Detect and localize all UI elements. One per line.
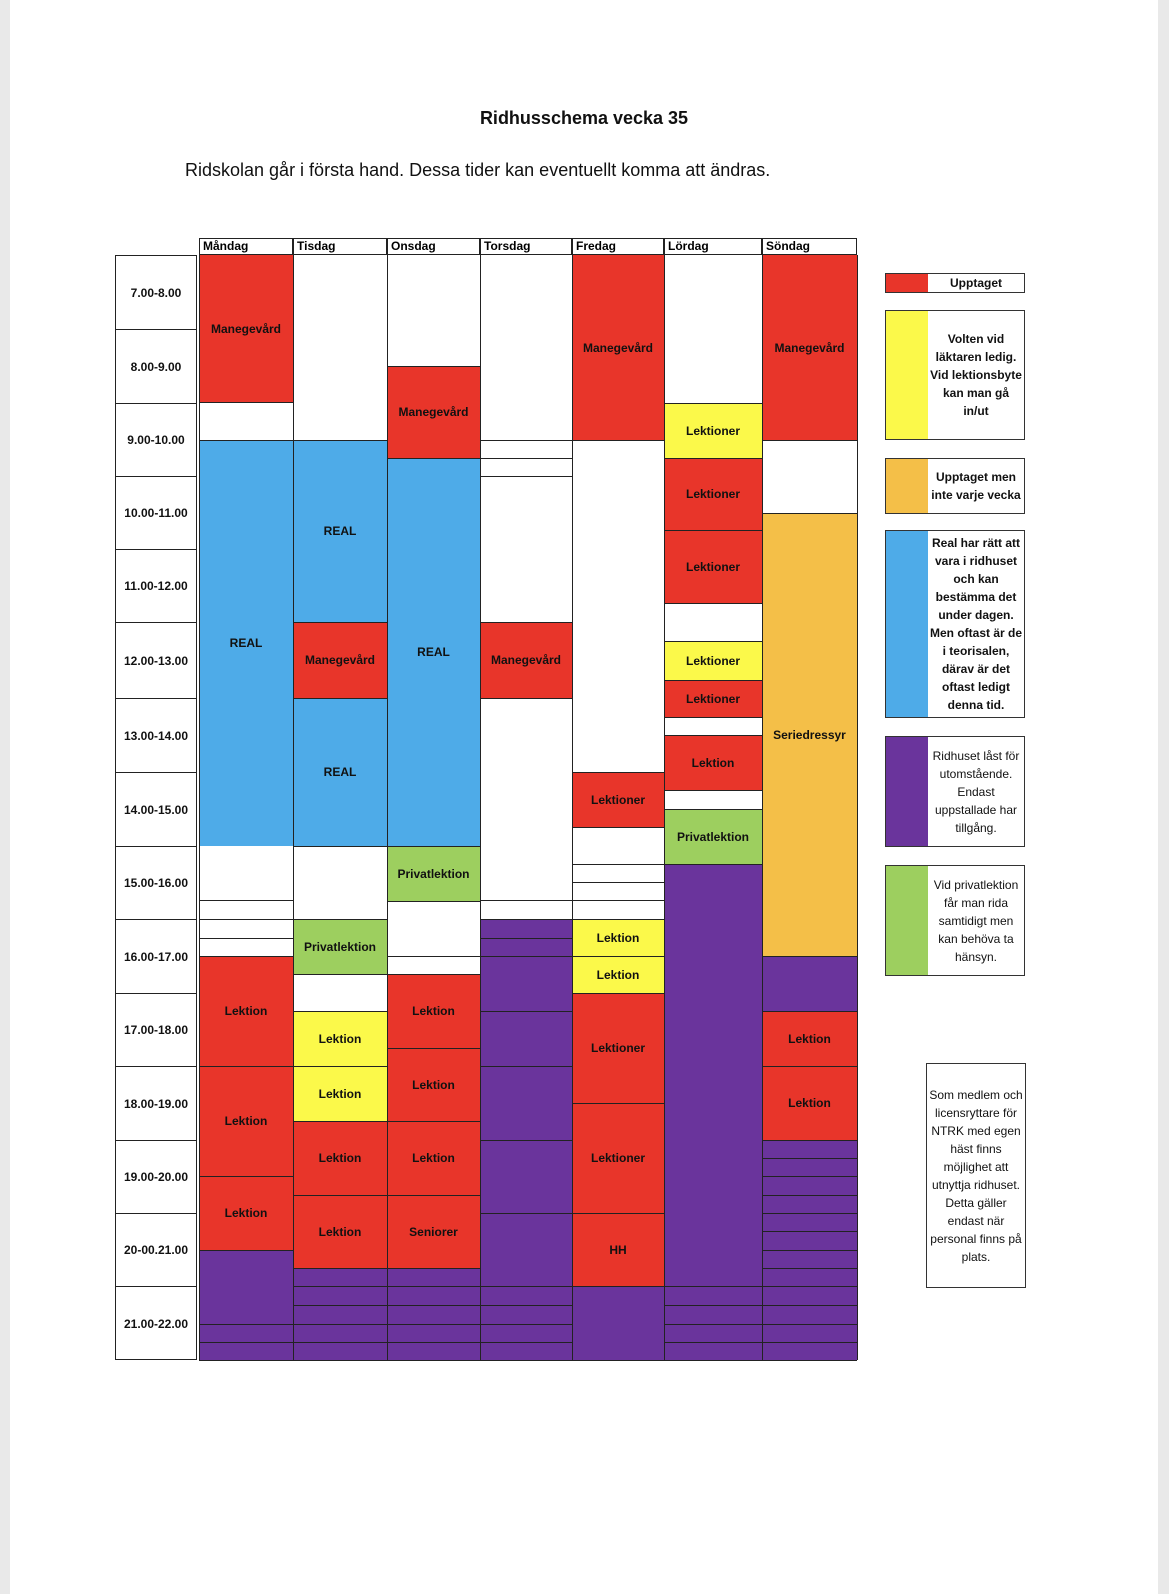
block-privatlektion: Privatlektion: [387, 846, 480, 901]
document-page: [10, 0, 1158, 1594]
block-lektioner: Lektioner: [664, 530, 762, 603]
grid-row-line: [480, 1011, 572, 1012]
block-manegevard: Manegevård: [199, 255, 293, 402]
grid-row-line: [762, 956, 857, 957]
grid-row-line: [480, 476, 572, 477]
time-label: 14.00-15.00: [115, 772, 197, 846]
grid-row-line: [572, 772, 664, 773]
grid-row-line: [387, 1360, 480, 1361]
grid-row-line: [480, 1286, 572, 1287]
grid-row-line: [664, 680, 762, 681]
block-lektion: Lektion: [572, 956, 664, 993]
block-lektion: Lektion: [387, 1048, 480, 1121]
time-label: 9.00-10.00: [115, 403, 197, 476]
block-manegevard: Manegevård: [293, 622, 387, 698]
grid-row-line: [387, 1121, 480, 1122]
time-label: 20-00.21.00: [115, 1213, 197, 1286]
grid-row-line: [199, 440, 293, 441]
grid-row-line: [199, 1324, 293, 1325]
time-label: 8.00-9.00: [115, 329, 197, 403]
block-lektion: Lektion: [572, 919, 664, 956]
day-header-saturday: Lördag: [664, 238, 762, 255]
block-lektion: Lektion: [387, 1121, 480, 1195]
grid-row-line: [762, 1066, 857, 1067]
grid-row-line: [572, 827, 664, 828]
day-header-tuesday: Tisdag: [293, 238, 387, 255]
grid-row-line: [480, 919, 572, 920]
grid-row-line: [293, 1305, 387, 1306]
block-lektioner: Lektioner: [664, 641, 762, 680]
block-lektion: Lektion: [762, 1066, 857, 1140]
legend-text: Volten vid läktaren ledig. Vid lektionsbyte kan man gå in/ut: [930, 332, 1022, 418]
grid-row-line: [664, 717, 762, 718]
grid-row-line: [480, 1066, 572, 1067]
time-label: 7.00-8.00: [115, 255, 197, 329]
grid-row-line: [199, 919, 293, 920]
block-lektioner: Lektioner: [572, 772, 664, 827]
grid-row-line: [572, 882, 664, 883]
block-real: REAL: [387, 458, 480, 846]
grid-row-line: [387, 1305, 480, 1306]
grid-row-line: [664, 790, 762, 791]
grid-row-line: [762, 1324, 857, 1325]
grid-column-line: [857, 255, 858, 1360]
grid-row-line: [293, 1286, 387, 1287]
grid-row-line: [762, 1195, 857, 1196]
grid-row-line: [387, 1268, 480, 1269]
grid-row-line: [664, 1305, 762, 1306]
grid-row-line: [480, 1342, 572, 1343]
legend-text: Real har rätt att vara i ridhuset och kan bestämma det under dagen. Men oftast är de i teorisalen, därav är det oftast ledigt denna tid.: [930, 536, 1023, 712]
grid-row-line: [293, 1066, 387, 1067]
grid-row-line: [762, 1158, 857, 1159]
time-label: 17.00-18.00: [115, 993, 197, 1066]
grid-row-line: [387, 1195, 480, 1196]
block-real: REAL: [293, 698, 387, 846]
block-lektion: Lektion: [293, 1011, 387, 1066]
time-label: 12.00-13.00: [115, 622, 197, 698]
grid-row-line: [572, 1360, 664, 1361]
grid-row-line: [387, 846, 480, 847]
grid-row-line: [762, 513, 857, 514]
grid-row-line: [762, 440, 857, 441]
grid-row-line: [664, 530, 762, 531]
grid-row-line: [480, 956, 572, 957]
grid-row-line: [480, 458, 572, 459]
block-lektion: Lektion: [387, 974, 480, 1048]
grid-row-line: [572, 900, 664, 901]
legend-blue: [885, 530, 1025, 718]
day-header-monday: Måndag: [199, 238, 293, 255]
grid-row-line: [762, 1231, 857, 1232]
day-header-wednesday: Onsdag: [387, 238, 480, 255]
block-real: REAL: [199, 440, 293, 846]
grid-row-line: [480, 622, 572, 623]
legend-green: [885, 865, 1025, 976]
time-label: 10.00-11.00: [115, 476, 197, 549]
time-label: 13.00-14.00: [115, 698, 197, 772]
grid-row-line: [293, 846, 387, 847]
grid-row-line: [387, 901, 480, 902]
legend-upptaget: [885, 273, 1025, 293]
grid-row-line: [480, 1213, 572, 1214]
block-lektion: Lektion: [199, 956, 293, 1066]
grid-row-line: [572, 864, 664, 865]
legend-text: Upptaget men inte varje vecka: [931, 470, 1021, 502]
block-lektion: Lektion: [293, 1195, 387, 1268]
grid-row-line: [387, 1286, 480, 1287]
block-lektion: Lektion: [293, 1066, 387, 1121]
block-lektioner: Lektioner: [572, 993, 664, 1103]
grid-row-line: [664, 809, 762, 810]
block-lektioner: Lektioner: [664, 680, 762, 717]
block-manegevard: Manegevård: [480, 622, 572, 698]
grid-row-line: [293, 974, 387, 975]
grid-row-line: [762, 1305, 857, 1306]
legend-swatch-yellow: [886, 311, 928, 439]
legend-swatch-purple: [886, 737, 928, 846]
block-privatlektion: Privatlektion: [293, 919, 387, 974]
grid-row-line: [293, 1324, 387, 1325]
legend-swatch-red: [886, 274, 928, 292]
grid-row-line: [199, 1342, 293, 1343]
grid-row-line: [480, 440, 572, 441]
grid-row-line: [664, 1324, 762, 1325]
time-label: 18.00-19.00: [115, 1066, 197, 1140]
grid-row-line: [762, 1342, 857, 1343]
legend-text: Upptaget: [950, 276, 1002, 290]
block-locked: [762, 956, 857, 1011]
grid-row-line: [199, 1250, 293, 1251]
block-lektioner: Lektioner: [664, 403, 762, 458]
time-label: 19.00-20.00: [115, 1140, 197, 1213]
day-header-thursday: Torsdag: [480, 238, 572, 255]
legend-yellow: [885, 310, 1025, 440]
grid-row-line: [572, 1213, 664, 1214]
block-seriedressyr: Seriedressyr: [762, 513, 857, 956]
block-lektioner: Lektioner: [664, 458, 762, 530]
grid-row-line: [762, 1213, 857, 1214]
grid-row-line: [480, 1360, 572, 1361]
legend-text: Vid privatlektion får man rida samtidigt men kan behöva ta hänsyn.: [933, 877, 1019, 964]
grid-row-line: [762, 1250, 857, 1251]
grid-row-line: [664, 458, 762, 459]
grid-row-line: [664, 403, 762, 404]
grid-row-line: [387, 458, 480, 459]
block-lektioner: Lektioner: [572, 1103, 664, 1213]
grid-column-line: [572, 255, 573, 1360]
day-header-friday: Fredag: [572, 238, 664, 255]
grid-row-line: [762, 1360, 857, 1361]
block-privatlektion: Privatlektion: [664, 809, 762, 864]
grid-row-line: [293, 1268, 387, 1269]
legend-swatch-green: [886, 866, 928, 975]
page-subtitle: Ridskolan går i första hand. Dessa tider kan eventuellt komma att ändras.: [185, 160, 771, 180]
grid-row-line: [664, 864, 762, 865]
page-title: Ridhusschema vecka 35: [479, 108, 689, 128]
grid-row-line: [293, 698, 387, 699]
grid-row-line: [572, 993, 664, 994]
block-manegevard: Manegevård: [762, 255, 857, 440]
block-locked: [199, 1250, 293, 1360]
block-manegevard: Manegevård: [387, 366, 480, 458]
legend-swatch-blue: [886, 531, 928, 717]
grid-row-line: [480, 698, 572, 699]
grid-row-line: [572, 1286, 664, 1287]
grid-row-line: [572, 919, 664, 920]
grid-row-line: [293, 1121, 387, 1122]
grid-row-line: [572, 440, 664, 441]
grid-row-line: [387, 974, 480, 975]
grid-row-line: [387, 956, 480, 957]
grid-column-line: [199, 255, 200, 1360]
legend-purple: [885, 736, 1025, 847]
grid-row-line: [387, 366, 480, 367]
block-manegevard: Manegevård: [572, 255, 664, 440]
grid-row-line: [664, 1342, 762, 1343]
grid-row-line: [199, 1176, 293, 1177]
grid-row-line: [387, 1048, 480, 1049]
block-locked: [572, 1286, 664, 1360]
member-note: Som medlem och licensryttare för NTRK med egen häst finns möjlighet att utnyttja ridhuset. Detta gäller endast när personal finns på plats.: [926, 1063, 1026, 1288]
time-label: 21.00-22.00: [115, 1286, 197, 1360]
block-seniorer: Seniorer: [387, 1195, 480, 1268]
block-lektion: Lektion: [293, 1121, 387, 1195]
grid-row-line: [664, 603, 762, 604]
grid-row-line: [572, 956, 664, 957]
time-label: 16.00-17.00: [115, 919, 197, 993]
block-locked: [387, 1268, 480, 1360]
time-label: 11.00-12.00: [115, 549, 197, 622]
grid-row-line: [480, 1305, 572, 1306]
grid-column-line: [664, 255, 665, 1360]
grid-row-line: [293, 1342, 387, 1343]
grid-row-line: [293, 622, 387, 623]
grid-row-line: [293, 1360, 387, 1361]
grid-row-line: [762, 1268, 857, 1269]
day-header-sunday: Söndag: [762, 238, 857, 255]
time-label: 15.00-16.00: [115, 846, 197, 919]
grid-row-line: [572, 1103, 664, 1104]
block-lektion: Lektion: [199, 1176, 293, 1250]
grid-row-line: [199, 900, 293, 901]
grid-row-line: [480, 900, 572, 901]
grid-row-line: [293, 440, 387, 441]
block-lektion: Lektion: [199, 1066, 293, 1176]
grid-row-line: [664, 641, 762, 642]
grid-row-line: [199, 956, 293, 957]
block-real: REAL: [293, 440, 387, 622]
grid-row-line: [199, 938, 293, 939]
grid-row-line: [199, 1066, 293, 1067]
legend-swatch-orange: [886, 459, 928, 513]
grid-row-line: [387, 1342, 480, 1343]
grid-row-line: [293, 919, 387, 920]
grid-row-line: [480, 1324, 572, 1325]
grid-row-line: [664, 1360, 762, 1361]
legend-orange: [885, 458, 1025, 514]
grid-row-line: [664, 735, 762, 736]
grid-column-line: [480, 255, 481, 1360]
block-lektion: Lektion: [664, 735, 762, 790]
grid-row-line: [293, 1195, 387, 1196]
grid-row-line: [480, 1140, 572, 1141]
grid-row-line: [664, 1286, 762, 1287]
grid-row-line: [762, 1140, 857, 1141]
grid-row-line: [762, 1011, 857, 1012]
grid-row-line: [199, 1360, 293, 1361]
legend-text: Ridhuset låst för utomstående. Endast uppstallade har tillgång.: [932, 748, 1020, 835]
block-lektion: Lektion: [762, 1011, 857, 1066]
block-locked: [293, 1268, 387, 1360]
grid-row-line: [762, 1176, 857, 1177]
block-hh: HH: [572, 1213, 664, 1286]
grid-row-line: [387, 1324, 480, 1325]
grid-row-line: [293, 1011, 387, 1012]
grid-row-line: [199, 402, 293, 403]
grid-row-line: [762, 1286, 857, 1287]
grid-row-line: [480, 938, 572, 939]
